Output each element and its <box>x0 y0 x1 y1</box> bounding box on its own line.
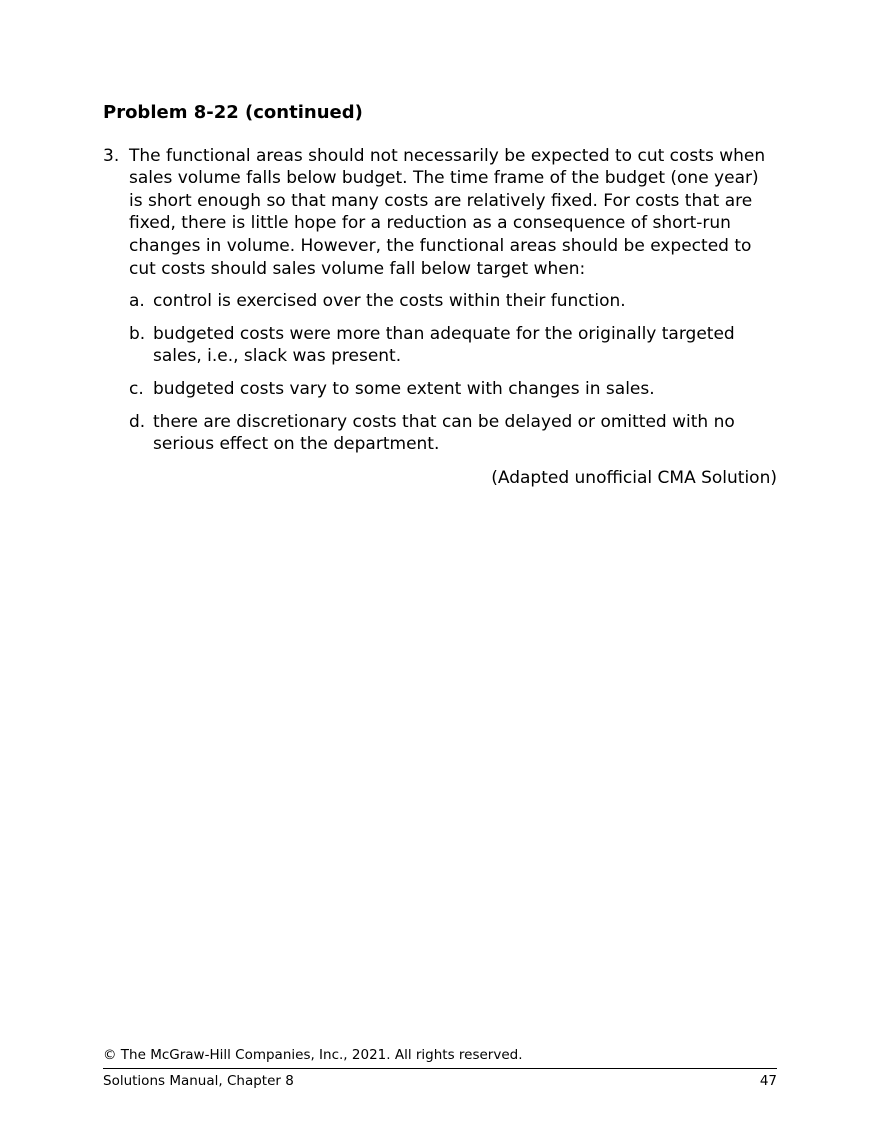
list-item-text: budgeted costs were more than adequate for the originally targeted sales, i.e., slack was present. <box>153 323 735 367</box>
footer-row <box>103 1073 777 1091</box>
footer-divider <box>103 1068 777 1069</box>
list-item-text: budgeted costs vary to some extent with changes in sales. <box>153 378 655 399</box>
footer-manual-label: Solutions Manual, Chapter 8 <box>103 1073 294 1090</box>
list-item <box>129 290 777 313</box>
problem-continued-label: (continued) <box>238 102 363 123</box>
page-title <box>103 102 777 125</box>
problem-number: Problem 8-22 <box>103 102 239 123</box>
sub-item-list <box>129 280 777 456</box>
page-number: 47 <box>759 1073 777 1090</box>
list-item <box>129 411 777 456</box>
list-item-text: control is exercised over the costs within their function. <box>153 291 626 312</box>
page-footer <box>103 1047 777 1091</box>
attribution-note: (Adapted unofficial CMA Solution) <box>491 467 777 488</box>
list-item-marker: c. <box>129 378 144 399</box>
list-item-marker: a. <box>129 291 145 312</box>
item-marker: 3. <box>103 145 120 166</box>
list-item-text: there are discretionary costs that can be delayed or omitted with no serious effect on the department. <box>153 411 735 455</box>
list-item <box>129 323 777 368</box>
item-text: The functional areas should not necessarily be expected to cut costs when sales volume falls below budget. The time frame of the budget (one year) is short enough so that many costs are relatively fixed. For costs that are fixed, there is little hope for a reduction as a consequence of short-run changes in volume. However, the functional areas should be expected to cut costs should sales volume fall below target when: <box>129 145 766 279</box>
copyright-line: © The McGraw-Hill Companies, Inc., 2021. All rights reserved. <box>103 1046 523 1063</box>
list-item-marker: d. <box>129 411 146 432</box>
list-item <box>129 378 777 401</box>
list-item-marker: b. <box>129 323 146 344</box>
numbered-item-3 <box>103 145 777 281</box>
